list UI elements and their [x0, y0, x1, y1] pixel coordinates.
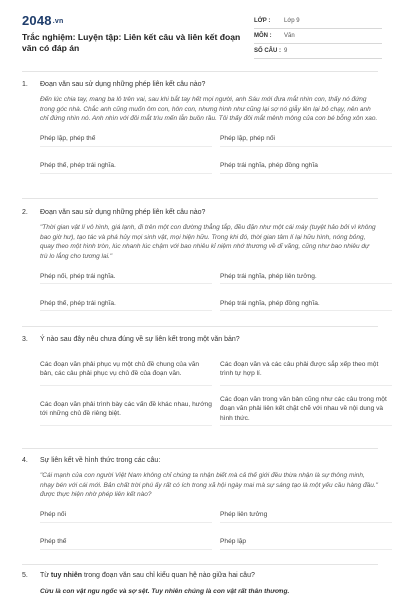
- options-grid: [40, 269, 378, 311]
- question-1: [22, 80, 378, 174]
- divider: [22, 448, 378, 449]
- option[interactable]: Các đoạn văn phải trình bày các vấn đề khác nhau, hướng tới những chủ đề riêng biệt.: [40, 393, 212, 426]
- question-passage: Cừu là con vật ngu ngốc và sợ sệt. Tuy nhiên chúng là con vật rất thân thương.: [40, 588, 290, 595]
- header: [0, 0, 400, 66]
- question-number: 1.: [22, 81, 28, 88]
- question-5: [22, 571, 378, 597]
- meta-subject: MÔN : Văn: [254, 29, 382, 44]
- question-passage: "Thời gian vật lí vô hình, giá lạnh, đi trên một con đường thẳng tắp, đều đặn như một cái máy (tuyệt hảo bởi vì không bao giờ hư), tạo tác và phá hủy mọi sinh vật, mọi hiện hữu. Trong khi đó, thời gian tâm lí lại hữu hình, nóng bỏng, quay theo một hình tròn, lúc nhanh lúc chậm với bao nhiêu kỉ niệm nhớ thương về dĩ vãng, cũng như bao nhiêu dự trù lo lắng cho tương lai.": [40, 224, 376, 260]
- option[interactable]: Phép thế: [40, 535, 212, 550]
- question-text: Đoạn văn sau sử dụng những phép liên kết câu nào?: [40, 209, 206, 216]
- option[interactable]: Phép nối, phép trái nghĩa.: [40, 269, 212, 284]
- option[interactable]: Các đoạn văn và các câu phải được sắp xếp theo một trình tự hợp lí.: [220, 353, 392, 386]
- question-3: [22, 335, 387, 426]
- question-number: 5.: [22, 572, 28, 579]
- page-title: Trắc nghiệm: Luyện tập: Liên kết câu và liên kết đoạn văn có đáp án: [22, 32, 241, 53]
- option[interactable]: Phép nối: [40, 508, 212, 523]
- question-text: Đoạn văn sau sử dụng những phép liên kết câu nào?: [40, 81, 206, 88]
- option[interactable]: Phép trái nghĩa, phép liên tưởng.: [220, 269, 392, 284]
- option[interactable]: Phép lặp: [220, 535, 392, 550]
- header-divider: [22, 71, 378, 72]
- option[interactable]: Phép thế, phép trái nghĩa.: [40, 159, 212, 174]
- option[interactable]: Các đoạn văn phải phục vụ một chủ đề chung của văn bản, các câu phải phục vụ chủ đề của đoạn văn.: [40, 353, 212, 386]
- question-passage: Đến lúc chia tay, mang ba lô trên vai, sau khi bắt tay hết mọi người, anh Sáu mới đưa mắt nhìn con, thấy nó đứng trong góc nhà. Chắc anh cũng muốn ôm con, hôn con, nhưng hình như cũng lại sợ nó giẫy lên lại bỏ chạy, nên anh chỉ đứng nhìn nó. Anh nhìn với đôi mắt trìu mến lẫn buồn rầu. Tôi thấy đôi mắt mênh mông của con bé bỗng xôn xao.: [40, 96, 378, 123]
- question-4: [22, 456, 378, 550]
- option[interactable]: Phép trái nghĩa, phép đồng nghĩa.: [220, 296, 392, 311]
- option[interactable]: Phép trái nghĩa, phép đồng nghĩa: [220, 159, 392, 174]
- divider: [22, 564, 378, 565]
- question-passage: "Cái mạnh của con người Việt Nam không chỉ chúng ta nhận biết mà cả thế giới đều thừa nhận là sự thông minh, nhạy bén với cái mới. Bản chất trời phú ấy rất có ích trong xã hội ngày mai mà sự sáng tạo là một yếu cầu hàng đầu." được thực hiện nhờ phép liên kết nào?: [40, 472, 378, 499]
- meta-question-count: SỐ CÂU : 9: [254, 44, 382, 59]
- options-grid: [40, 353, 387, 426]
- option[interactable]: Các đoạn văn trong văn bản cũng như các câu trong một đoạn văn phải liên kết chặt chẽ với nhau về nội dung và hình thức.: [220, 393, 392, 426]
- divider: [22, 326, 378, 327]
- question-text: Sự liên kết về hình thức trong các câu:: [40, 457, 161, 464]
- option[interactable]: Phép thế, phép trái nghĩa.: [40, 296, 212, 311]
- question-text: Ý nào sau đây nêu chưa đúng về sự liên kết trong một văn bản?: [40, 336, 240, 343]
- option[interactable]: Phép lặp, phép nối: [220, 132, 392, 147]
- options-grid: [40, 508, 378, 550]
- question-number: 3.: [22, 336, 28, 343]
- question-number: 2.: [22, 209, 28, 216]
- site-logo[interactable]: 2048.vn: [22, 13, 64, 28]
- option[interactable]: Phép lặp, phép thế: [40, 132, 212, 147]
- meta-info: [254, 14, 382, 59]
- meta-class: LỚP : Lớp 9: [254, 14, 382, 29]
- options-grid: [40, 132, 378, 174]
- option[interactable]: Phép liên tưởng: [220, 508, 392, 523]
- question-number: 4.: [22, 457, 28, 464]
- question-2: [22, 208, 378, 311]
- question-text: Từ tuy nhiên trong đoạn văn sau chỉ kiểu quan hệ nào giữa hai câu?: [40, 572, 255, 579]
- divider: [22, 198, 378, 199]
